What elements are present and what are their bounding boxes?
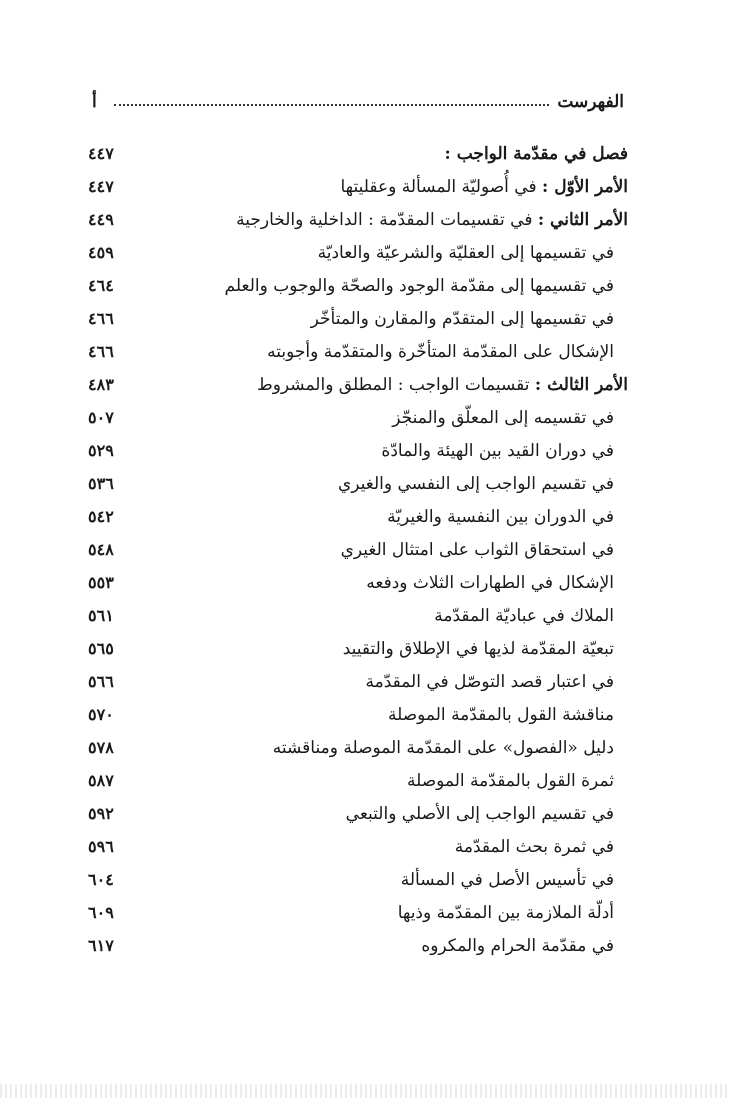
toc-entry (88, 338, 628, 371)
toc-entry (88, 470, 628, 503)
toc-entry-page-number: ٥٩٦ (88, 837, 114, 856)
toc-entry-title (407, 770, 614, 792)
toc-entry-text: في ثمرة بحث المقدّمة (454, 837, 614, 857)
toc-entry-page-number: ٥٩٢ (88, 804, 114, 823)
toc-entry-text: في أُصوليّة المسألة وعقليتها (340, 177, 542, 197)
toc-entry-title (434, 605, 614, 627)
toc-entry (88, 437, 628, 470)
toc-entry-text: في استحقاق الثواب على امتثال الغيري (340, 540, 614, 560)
toc-entry-title (401, 869, 614, 891)
toc-entry-text: في تقسيمه إلى المعلّق والمنجّز (392, 408, 614, 428)
toc-entry-page-number: ٥٦٥ (88, 639, 114, 658)
toc-entry (88, 206, 628, 239)
toc-entry (88, 569, 628, 602)
toc-entry-page-number: ٥٣٦ (88, 474, 114, 493)
toc-entry (88, 668, 628, 701)
header-title: الفهرست (557, 92, 624, 112)
toc-entry-page-number: ٦٠٩ (88, 903, 114, 922)
toc-entry-title (346, 803, 614, 825)
toc-entry (88, 866, 628, 899)
toc-entry (88, 272, 628, 305)
toc-entry-title (366, 572, 614, 594)
toc-entry-prefix: الأمر الثالث : (534, 375, 628, 395)
toc-entry-title (421, 935, 614, 957)
toc-entry-title (398, 902, 614, 924)
toc-entry (88, 734, 628, 767)
toc-entry-text: في تقسيمها إلى المتقدّم والمقارن والمتأخّر (310, 309, 614, 329)
toc-entry (88, 767, 628, 800)
toc-entry-text: في تقسيمات المقدّمة : الداخلية والخارجية (236, 210, 538, 230)
toc-entry-title (381, 440, 614, 462)
toc-entry (88, 536, 628, 569)
toc-entry-page-number: ٥٥٣ (88, 573, 114, 592)
toc-entry (88, 932, 628, 965)
toc-entry (88, 503, 628, 536)
toc-entry-title (267, 341, 614, 363)
scan-edge-artifact (0, 1084, 730, 1098)
toc-entry-title (338, 473, 614, 495)
toc-entry-text: دليل «الفصول» على المقدّمة الموصلة ومناقشته (272, 738, 614, 758)
toc-entry-page-number: ٤٤٩ (88, 210, 114, 229)
toc-entry-title (365, 671, 614, 693)
toc-entry-page-number: ٥٠٧ (88, 408, 114, 427)
toc-entry (88, 833, 628, 866)
header-page-number: أ (92, 92, 97, 112)
toc-entry-page-number: ٥٢٩ (88, 441, 114, 460)
toc-entry-text: تقسيمات الواجب : المطلق والمشروط (256, 375, 535, 395)
toc-entry-page-number: ٥٧٠ (88, 705, 114, 724)
toc-entry-page-number: ٤٤٧ (88, 144, 114, 163)
toc-entry-page-number: ٤٥٩ (88, 243, 114, 262)
toc-entry-page-number: ٥٤٢ (88, 507, 114, 526)
toc-entry-title (445, 143, 628, 165)
toc-entry-title (341, 539, 614, 561)
toc-entry-text: في تقسيم الواجب إلى الأصلي والتبعي (345, 804, 614, 824)
toc-entry (88, 800, 628, 833)
toc-entry-page-number: ٥٤٨ (88, 540, 114, 559)
toc-entry-page-number: ٤٦٦ (88, 342, 114, 361)
toc-entry-page-number: ٦١٧ (88, 936, 114, 955)
toc-entry (88, 635, 628, 668)
toc-entry-page-number: ٦٠٤ (88, 870, 114, 889)
toc-entry-title (273, 737, 614, 759)
toc-entry-title (257, 374, 628, 396)
toc-entry-text: تبعيّة المقدّمة لذيها في الإطلاق والتقييد (342, 639, 614, 659)
toc-entry-title (388, 704, 614, 726)
toc-entry-text: في تقسيمها إلى العقليّة والشرعيّة والعاديّة (317, 243, 614, 263)
toc-entry-page-number: ٥٦١ (88, 606, 114, 625)
header-leader-dots (114, 104, 549, 106)
toc-entry-text: الإشكال على المقدّمة المتأخّرة والمتقدّمة وأجوبته (267, 342, 614, 362)
toc-entry-title (236, 209, 628, 231)
toc-entry-text: ثمرة القول بالمقدّمة الموصلة (406, 771, 614, 791)
toc-entry-text: في الدوران بين النفسية والغيريّة (387, 507, 614, 527)
toc-entry-page-number: ٥٦٦ (88, 672, 114, 691)
toc-entry-page-number: ٥٧٨ (88, 738, 114, 757)
toc-entry-page-number: ٤٨٣ (88, 375, 114, 394)
toc-entry (88, 239, 628, 272)
table-of-contents (88, 140, 628, 965)
toc-entry-text: الإشكال في الطهارات الثلاث ودفعه (366, 573, 614, 593)
toc-entry-text: في تأسيس الأصل في المسألة (400, 870, 614, 890)
toc-entry-text: فصل في مقدّمة الواجب : (444, 144, 628, 164)
toc-entry-page-number: ٥٨٧ (88, 771, 114, 790)
toc-entry-title (392, 407, 614, 429)
toc-entry-text: مناقشة القول بالمقدّمة الموصلة (387, 705, 614, 725)
toc-entry-page-number: ٤٤٧ (88, 177, 114, 196)
toc-entry-title (343, 638, 614, 660)
toc-entry-prefix: الأمر الثاني : (537, 210, 628, 230)
toc-entry-title (455, 836, 614, 858)
toc-entry-page-number: ٤٦٤ (88, 276, 114, 295)
toc-entry-prefix: الأمر الأوّل : (542, 177, 628, 197)
toc-entry-title (311, 308, 614, 330)
toc-entry-text: الملاك في عباديّة المقدّمة (434, 606, 614, 626)
toc-entry-page-number: ٤٦٦ (88, 309, 114, 328)
toc-entry (88, 899, 628, 932)
toc-entry (88, 404, 628, 437)
toc-entry (88, 371, 628, 404)
toc-entry (88, 701, 628, 734)
toc-entry-text: أدلّة الملازمة بين المقدّمة وذيها (397, 903, 614, 923)
toc-entry (88, 173, 628, 206)
toc-entry-text: في تقسيمها إلى مقدّمة الوجود والصحّة والوجوب والعلم (224, 276, 614, 296)
toc-entry-title (387, 506, 614, 528)
toc-entry (88, 305, 628, 338)
toc-entry-title (340, 176, 628, 198)
toc-entry-text: في تقسيم الواجب إلى النفسي والغيري (337, 474, 614, 494)
toc-entry-text: في دوران القيد بين الهيئة والمادّة (381, 441, 614, 461)
toc-entry-title (225, 275, 614, 297)
toc-entry (88, 602, 628, 635)
page-header (92, 88, 624, 112)
toc-entry (88, 140, 628, 173)
toc-entry-text: في اعتبار قصد التوصّل في المقدّمة (365, 672, 614, 692)
toc-entry-text: في مقدّمة الحرام والمكروه (421, 936, 614, 956)
toc-entry-title (318, 242, 614, 264)
